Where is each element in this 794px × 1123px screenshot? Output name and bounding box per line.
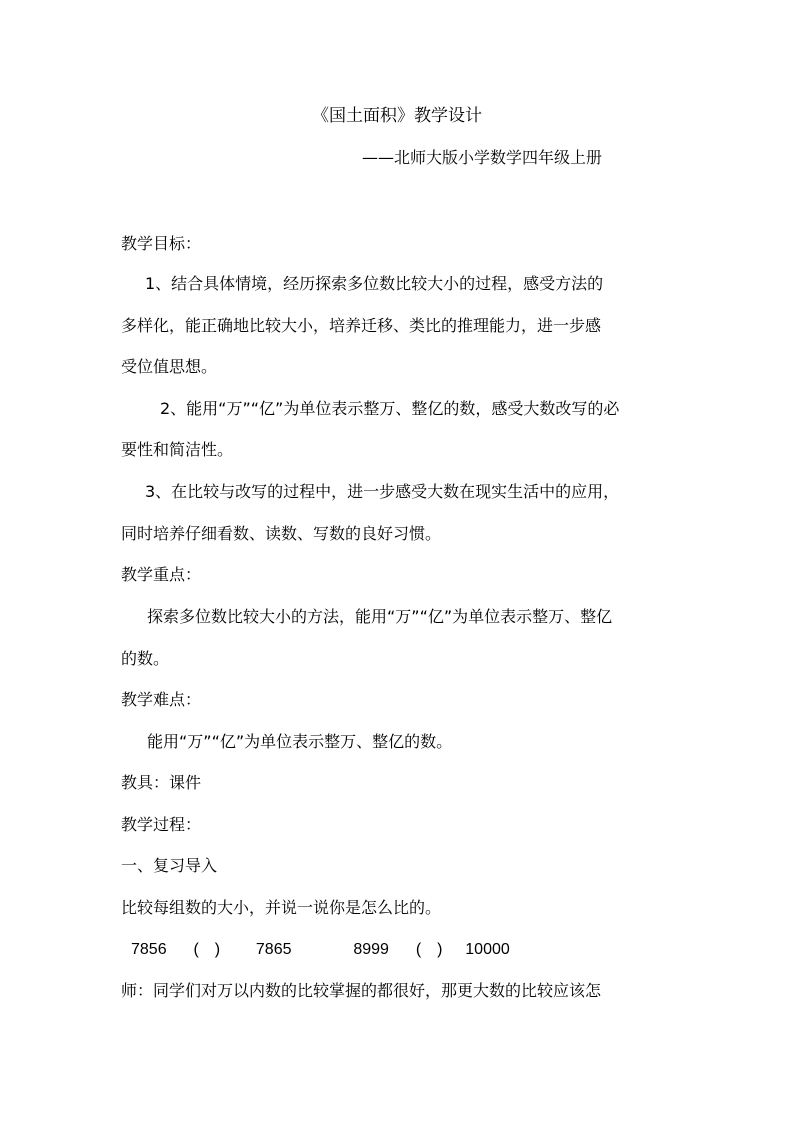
objective-3-line-2: 同时培养仔细看数、读数、写数的良好习惯。 (121, 524, 442, 543)
document-title: 《国土面积》教学设计 (312, 106, 482, 126)
key-points-line-2: 的数。 (121, 649, 170, 668)
difficulty-line-1: 能用“万”“亿”为单位表示整万、整亿的数。 (147, 732, 453, 751)
objectives-heading: 教学目标： (121, 234, 202, 253)
document-subtitle: ——北师大版小学数学四年级上册 (362, 148, 603, 167)
objective-2-line-2: 要性和简洁性。 (121, 440, 234, 459)
process-heading: 教学过程： (121, 815, 202, 834)
compare-blank-2: ( ) (415, 941, 443, 958)
compare-blank-1: ( ) (193, 941, 221, 958)
objective-3-line-1: 3、在比较与改写的过程中，进一步感受大数在现实生活中的应用， (145, 482, 620, 501)
review-prompt: 比较每组数的大小，并说一说你是怎么比的。 (121, 898, 442, 917)
teaching-tools: 教具：课件 (121, 773, 202, 792)
comparison-exercise (131, 938, 510, 962)
objective-1-line-3: 受位值思想。 (121, 357, 218, 376)
objective-1-line-2: 多样化，能正确地比较大小，培养迁移、类比的推理能力，进一步感 (121, 316, 602, 335)
compare-number-7865: 7865 (255, 941, 292, 958)
key-points-line-1: 探索多位数比较大小的方法，能用“万”“亿”为单位表示整万、整亿 (147, 607, 613, 626)
teacher-line-1: 师：同学们对万以内数的比较掌握的都很好，那更大数的比较应该怎 (121, 981, 602, 1000)
compare-number-8999: 8999 (353, 941, 389, 958)
section-1-heading: 一、复习导入 (121, 856, 218, 875)
difficulty-heading: 教学难点： (121, 690, 202, 709)
key-points-heading: 教学重点： (121, 565, 202, 584)
objective-1-line-1: 1、结合具体情境，经历探索多位数比较大小的过程，感受方法的 (145, 274, 604, 293)
compare-number-10000: 10000 (465, 941, 510, 958)
objective-2-line-1: 2、能用“万”“亿”为单位表示整万、整亿的数，感受大数改写的必 (160, 399, 620, 418)
compare-number-7856: 7856 (131, 941, 167, 958)
